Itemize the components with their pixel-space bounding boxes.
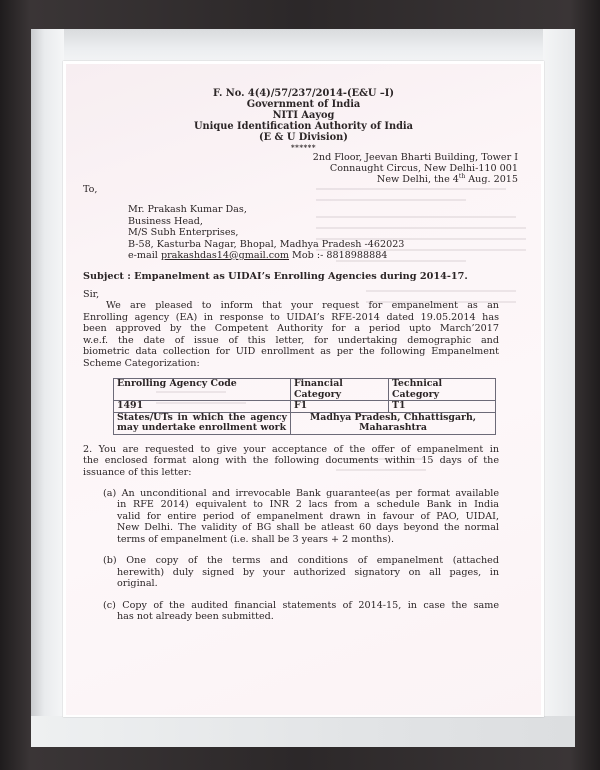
date-prefix: New Delhi, the 4 — [376, 174, 459, 185]
para1-line: We are pleased to inform that your request for empanelment as an — [106, 300, 499, 311]
email-link[interactable]: prakashdas14@gmail.com — [160, 250, 289, 261]
item-a-line: terms of empanelment (i.e. shall be 3 years + 2 months). — [117, 534, 395, 545]
recipient-address: B-58, Kasturba Nagar, Bhopal, Madhya Pradesh -462023 — [128, 239, 405, 250]
header-category-word: Category — [392, 388, 440, 400]
para1-line: been approved by the Competent Authority for a period upto March’2017 — [83, 323, 499, 334]
item-a-line: (a) An unconditional and irrevocable Bank guarantee(as per format available — [103, 488, 499, 499]
states-label-line2: may undertake enrollment work — [117, 422, 287, 434]
recipient-company: M/S Subh Enterprises, — [128, 227, 239, 238]
recipient-contact — [128, 250, 387, 262]
government-name: Government of India — [246, 99, 361, 110]
header-technical-word: Technical — [392, 378, 443, 389]
mobile-number: Mob :- 8818988884 — [289, 250, 388, 261]
states-label-line1: States/UTs in which the agency — [117, 411, 287, 423]
item-c-line: (c) Copy of the audited financial statements of 2014-15, in case the same — [103, 600, 499, 611]
to-label: To, — [83, 184, 98, 195]
mat-bevel-top — [31, 29, 575, 62]
item-c-line: has not already been submitted. — [117, 611, 274, 622]
para2-line: 2. You are requested to give your acceptance of the offer of empanelment in — [83, 444, 499, 455]
show-through-mark — [316, 227, 526, 229]
mat-bevel-bottom — [31, 716, 575, 747]
mat-bevel-left — [31, 29, 64, 747]
item-a-line: in RFE 2014) equivalent to INR 2 lacs from a schedule Bank in India — [117, 499, 499, 510]
agency-code-value: 1491 — [114, 401, 291, 413]
salutation: Sir, — [83, 289, 100, 300]
item-a-line: valid for entire period of empanelment drawn in favour of PAO, UIDAI, — [117, 511, 499, 522]
office-address-line1: 2nd Floor, Jeevan Bharti Building, Tower I — [312, 152, 518, 163]
office-address-line2: Connaught Circus, New Delhi-110 001 — [329, 163, 518, 174]
letter-page — [66, 64, 541, 715]
para1-line: Enrolling agency (EA) in response to UIDAI’s RFE-2014 dated 19.05.2014 has — [83, 312, 499, 323]
para2-line: issuance of this letter: — [83, 467, 192, 478]
email-label: e-mail — [128, 250, 161, 261]
header-financial-category: Financial Category — [291, 379, 389, 401]
show-through-mark — [366, 290, 516, 292]
table-header-row — [114, 379, 496, 401]
division-name: (E & U Division) — [259, 132, 348, 143]
separator: ****** — [291, 143, 316, 152]
file-number: F. No. 4(4)/57/237/2014-(E&U –I) — [212, 88, 394, 99]
date-suffix: Aug. 2015 — [465, 174, 518, 185]
para2-line: the enclosed format along with the following documents within 15 days of the — [83, 455, 499, 466]
recipient-name: Mr. Prakash Kumar Das, — [128, 204, 247, 215]
para1-line: w.e.f. the date of issue of this letter, for undertaking demographic and — [83, 335, 499, 346]
authority-name: Unique Identification Authority of India — [194, 121, 413, 132]
states-value — [291, 412, 496, 434]
header-technical-category — [389, 379, 496, 401]
item-b-line: herewith) duly signed by your authorized signatory on all pages, in — [117, 567, 499, 578]
header-agency-code: Enrolling Agency Code — [114, 379, 291, 401]
organization-name: NITI Aayog — [272, 110, 335, 121]
para1-line: biometric data collection for UID enrollment as per the following Empanelment — [83, 346, 499, 357]
show-through-mark — [316, 216, 516, 218]
states-value-line1: Madhya Pradesh, Chhattisgarh, — [309, 411, 477, 423]
letter-date — [377, 174, 518, 186]
item-b-line: original. — [117, 578, 158, 589]
item-b-line: (b) One copy of the terms and conditions of empanelment (attached — [103, 555, 499, 566]
technical-category-value: T1 — [389, 401, 496, 413]
recipient-title: Business Head, — [128, 216, 203, 227]
mat-bevel-right — [543, 29, 575, 747]
para1-line: Scheme Categorization: — [83, 358, 200, 369]
table-row-states — [114, 412, 496, 434]
show-through-mark — [316, 188, 506, 190]
states-label — [114, 412, 291, 434]
show-through-mark — [336, 469, 426, 471]
letter-subject: Subject : Empanelment as UIDAI’s Enrolling Agencies during 2014-17. — [83, 271, 468, 282]
empanelment-category-table — [113, 378, 496, 435]
date-superscript: th — [458, 173, 466, 180]
show-through-mark — [316, 199, 466, 201]
table-row — [114, 401, 496, 413]
states-value-line2: Maharashtra — [359, 422, 427, 434]
item-a-line: New Delhi. The validity of BG shall be atleast 60 days beyond the normal — [117, 522, 499, 533]
financial-category-value: F1 — [291, 401, 389, 413]
